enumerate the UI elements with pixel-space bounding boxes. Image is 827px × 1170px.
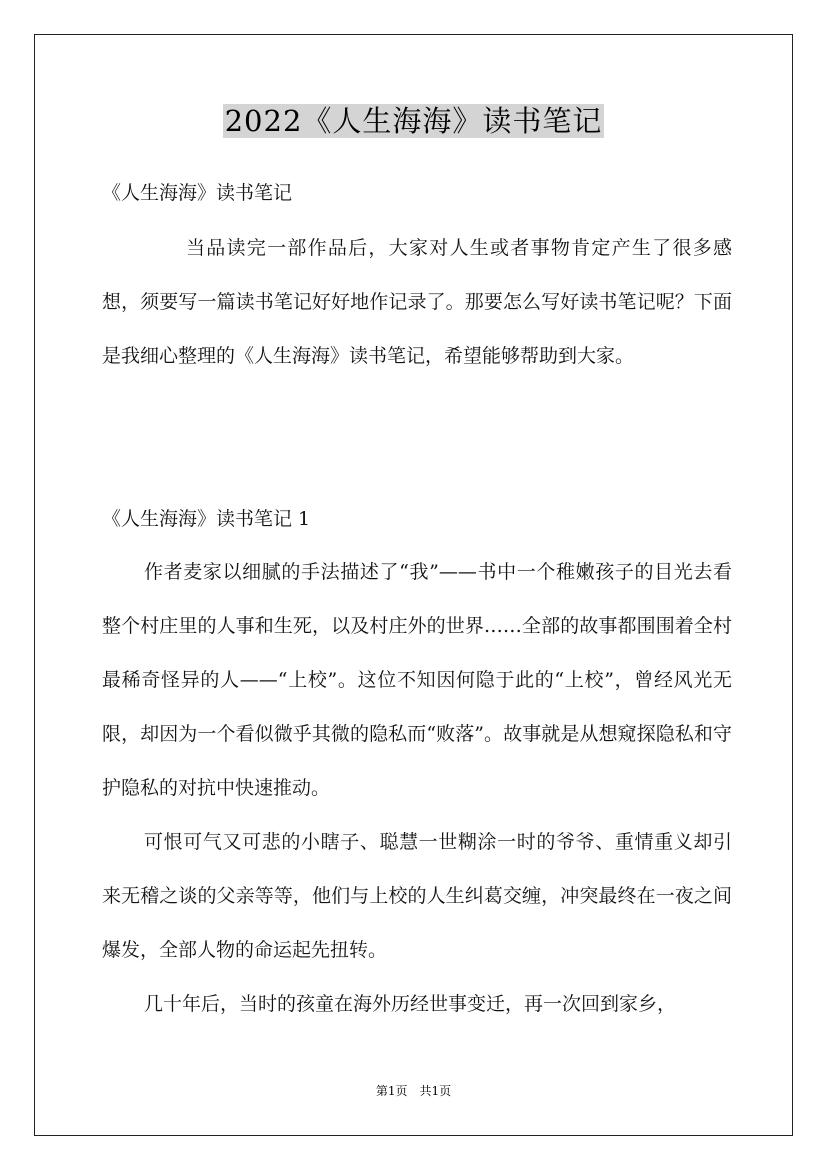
body-paragraph-1: 作者麦家以细腻的手法描述了“我”——书中一个稚嫩孩子的目光去看整个村庄里的人事和生死，以及村庄外的世界……全部的故事都围围着全村最稀奇怪异的人——“上校”。这位不知因何隐于此的“上校”，曾经风光无限，却因为一个看似微乎其微的隐私而“败落”。故事就是从想窥探隐私和守护隐私的对抗中快速推动。 [102, 561, 732, 799]
title-text: 2022《人生海海》读书笔记 [224, 104, 603, 138]
intro-paragraph: 当品读完一部作品后，大家对人生或者事物肯定产生了很多感想，须要写一篇读书笔记好好地作记录了。那要怎么写好读书笔记呢？下面是我细心整理的《人生海海》读书笔记，希望能够帮助到大家。 [102, 237, 732, 367]
section-heading: 《人生海海》读书笔记 1 [102, 508, 311, 530]
body-paragraph-2: 可恨可气又可悲的小瞎子、聪慧一世糊涂一时的爷爷、重情重义却引来无稽之谈的父亲等等，他们与上校的人生纠葛交缠，冲突最终在一夜之间爆发，全部人物的命运起先扭转。 [102, 831, 732, 961]
page-footer: 第1页 共1页 [375, 1084, 452, 1098]
subtitle: 《人生海海》读书笔记 [102, 182, 293, 204]
body-paragraph-3: 几十年后，当时的孩童在海外历经世事变迁，再一次回到家乡， [144, 993, 677, 1015]
document-title [0, 100, 827, 142]
